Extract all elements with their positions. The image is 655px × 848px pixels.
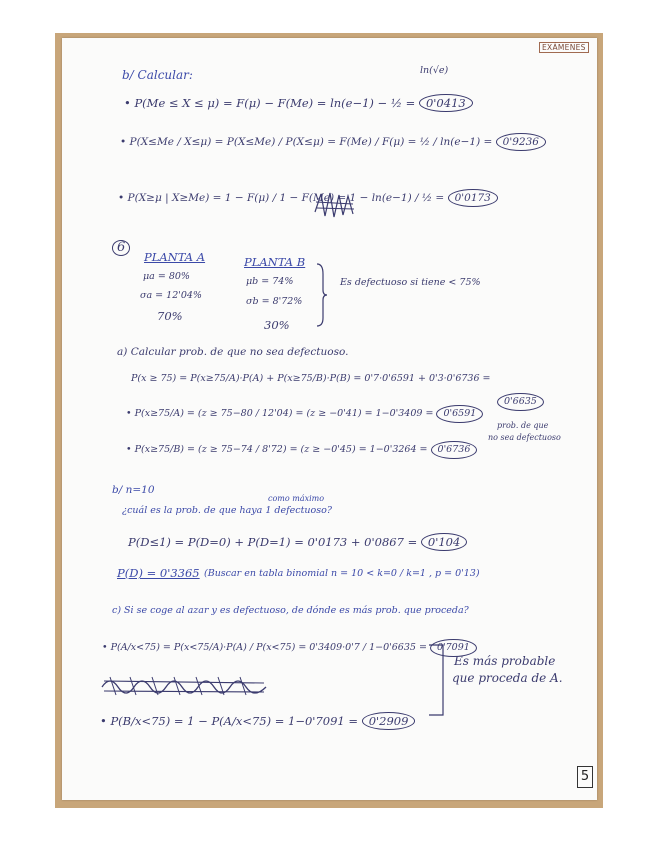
a-total-note-2: no sea defectuoso [488,433,561,442]
calc-line-2-text: • P(X≤Me / X≤μ) = P(X≤Me) / P(X≤μ) = F(Me) / F(μ) = ½ / ln(e−1) = [120,136,493,148]
a-pb-line [126,441,477,459]
c-heading: c) Si se coge al azar y es defectuoso, de dónde es más prob. que proceda? [112,605,469,616]
c-conclusion-1: Es más probable [454,654,556,668]
ln-note: ln(√e) [420,65,449,76]
b2-calc-line [128,533,467,551]
planta-a-label: PLANTA A [144,250,206,264]
c-pa-text: • P(A/x<75) = P(x<75/A)·P(A) / P(x<75) = 0'3409·0'7 / 1−0'6635 = [102,642,427,653]
calc-line-1-text: • P(Me ≤ X ≤ μ) = F(μ) − F(Me) = ln(e−1) − ½ = [124,96,416,110]
crossed-out-text [100,673,270,699]
c-bracket [427,643,451,717]
page-number: 5 [577,766,593,788]
a-pa-line [126,405,483,423]
sigma-b: σb = 8'72% [246,296,303,307]
calc-line-3-text: • P(X≥μ | X≥Me) = 1 − F(μ) / 1 − F(Me) = 1 − ln(e−1) / ½ = [118,192,445,204]
c-pb-line [100,712,415,730]
a-pb-text: • P(x≥75/B) = (z ≥ 75−74 / 8'72) = (z ≥ −0'45) = 1−0'3264 = [126,444,428,455]
a-total-result: 0'6635 [497,393,544,411]
calc-line-3-result: 0'0173 [448,189,498,207]
c-pb-result: 0'2909 [362,712,416,730]
a-pa-result: 0'6591 [436,405,483,423]
sigma-a: σa = 12'04% [140,290,202,301]
calc-line-2 [120,133,546,151]
calc-line-3 [118,189,498,207]
calc-line-1 [124,94,473,112]
b2-question: ¿cuál es la prob. de que haya 1 defectuoso? [122,505,332,516]
pct-a: 70% [157,309,183,323]
c-pa-result: 0'7091 [430,639,477,657]
b2-note: (Buscar en tabla binomial n = 10 < k=0 / k=1 , p = 0'13) [204,568,480,579]
b2-calc-result: 0'104 [421,533,467,551]
a-pb-result: 0'6736 [431,441,478,459]
b2-como-maximo: como máximo [268,494,325,503]
c-conclusion-2: que proceda de A. [452,671,563,685]
question-6 [112,240,130,256]
b2-pd: P(D) = 0'3365 [117,566,200,580]
c-pb-text: • P(B/x<75) = 1 − P(A/x<75) = 1−0'7091 = [100,714,359,728]
a-pa-text: • P(x≥75/A) = (z ≥ 75−80 / 12'04) = (z ≥ −0'41) = 1−0'3409 = [126,408,434,419]
defect-rule: Es defectuoso si tiene < 75% [340,277,481,288]
calc-line-2-result: 0'9236 [496,133,546,151]
a-total-result-wrap [497,393,544,411]
mu-a: μa = 80% [143,271,190,282]
calc-line-1-result: 0'0413 [419,94,473,112]
scribble-mark [313,190,357,220]
brace [314,262,328,328]
pct-b: 30% [264,318,290,332]
question-number: 6 [112,240,130,256]
a-total-note-1: prob. de que [497,421,549,430]
b2-calc-text: P(D≤1) = P(D=0) + P(D=1) = 0'0173 + 0'0867 = [128,535,418,549]
planta-b-label: PLANTA B [244,255,306,269]
corner-tag: EXÁMENES [539,42,589,53]
a-total: P(x ≥ 75) = P(x≥75/A)·P(A) + P(x≥75/B)·P(B) = 0'7·0'6591 + 0'3·0'6736 = [131,373,491,384]
a-heading: a) Calcular prob. de que no sea defectuoso. [117,346,349,358]
mu-b: μb = 74% [246,276,294,287]
b2-heading: b/ n=10 [112,484,155,496]
c-pa-line [102,639,477,657]
b-heading: b/ Calcular: [122,68,193,82]
